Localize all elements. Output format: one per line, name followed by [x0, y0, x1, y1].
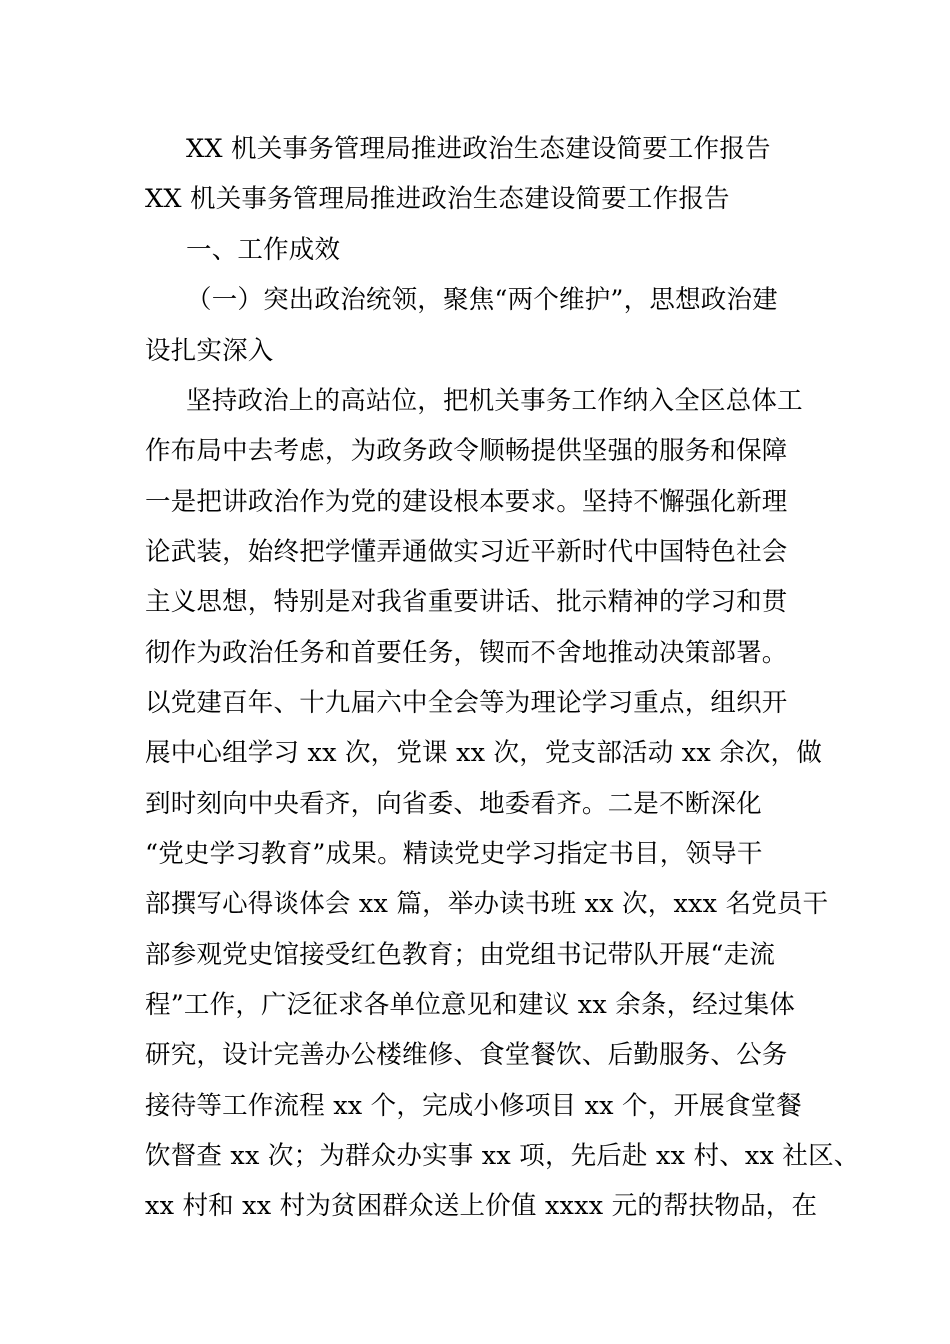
body-line: 饮督查 xx 次；为群众办实事 xx 项，先后赴 xx 村、xx 社区、 [145, 1141, 860, 1171]
body-line: 彻作为政治任务和首要任务，锲而不舍地推动决策部署。 [145, 638, 788, 668]
body-line: 到时刻向中央看齐，向省委、地委看齐。二是不断深化 [145, 789, 762, 819]
document-title: XX 机关事务管理局推进政治生态建设简要工作报告 [145, 184, 730, 214]
body-line: 研究，设计完善办公楼维修、食堂餐饮、后勤服务、公务 [145, 1040, 788, 1070]
body-line: 部参观党史馆接受红色教育；由党组书记带队开展“走流 [145, 940, 776, 970]
body-line: 程”工作，广泛征求各单位意见和建议 xx 余条，经过集体 [145, 990, 796, 1020]
body-line: 坚持政治上的高站位，把机关事务工作纳入全区总体工 [186, 386, 803, 416]
body-line: 以党建百年、十九届六中全会等为理论学习重点，组织开 [145, 688, 788, 718]
body-line: xx 村和 xx 村为贫困群众送上价值 xxxx 元的帮扶物品，在 [145, 1191, 818, 1221]
subsection-heading-line-2: 设扎实深入 [145, 336, 274, 366]
body-line: 作布局中去考虑，为政务政令顺畅提供坚强的服务和保障 [145, 436, 788, 466]
body-line: 展中心组学习 xx 次，党课 xx 次，党支部活动 xx 余次，做 [145, 738, 823, 768]
body-line: 主义思想，特别是对我省重要讲话、批示精神的学习和贯 [145, 587, 788, 617]
body-line: 论武装，始终把学懂弄通做实习近平新时代中国特色社会 [145, 537, 788, 567]
body-line: “党史学习教育”成果。精读党史学习指定书目，领导干 [145, 839, 763, 869]
subsection-heading-line-1: （一）突出政治统领，聚焦“两个维护”，思想政治建 [186, 285, 778, 315]
document-title-centered: XX 机关事务管理局推进政治生态建设简要工作报告 [186, 134, 771, 164]
body-line: 接待等工作流程 xx 个，完成小修项目 xx 个，开展食堂餐 [145, 1091, 802, 1121]
body-line: 部撰写心得谈体会 xx 篇，举办读书班 xx 次，xxx 名党员干 [145, 889, 829, 919]
section-heading: 一、工作成效 [186, 235, 341, 265]
body-line: 一是把讲政治作为党的建设根本要求。坚持不懈强化新理 [145, 487, 788, 517]
